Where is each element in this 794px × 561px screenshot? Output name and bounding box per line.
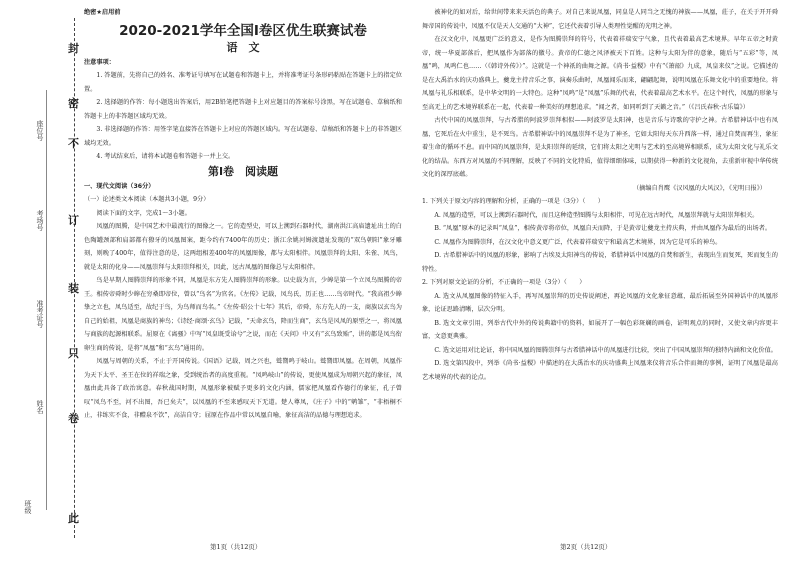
notice-heading: 注意事项：: [84, 58, 115, 66]
passage-source: （摘编自肖鹰《汉风凰的大风汉》，《光明日报》）: [632, 184, 766, 192]
passage-paragraph: 在汉文化中，凤凰更广泛的意义，是作为图腾崇拜的符号，代表着祥瑞安宁气象，且代表着最高艺术境界。早年五帝之时黄帝，统一华夏部落后，把凤凰作为部落的徽号。黄帝的仁德之风泽被天下百姓。这种与太阳为伴的意象，随后与“五彩”等，凤凰“鸣，凤鸣仁也……（《韩诗外传》）”。这就是一个神祇的曲舞之源。《尚书·益稷》中有“《箫韶》九成，凤皇来仪”之说。它描述的是在大禹治水的庆功盛典上，夔龙主持音乐之事，演奏乐曲时，凤凰闻乐而来，翩翩起舞，说明凤凰在乐舞文化中的重要地位。将凤凰与礼乐相联系，是中华文明的一大特色。这种“凤鸣”是“凤凰”乐舞的代表，代表着最高艺术水平。在这个时代，凤凰的形象与至高无上的艺术境界联系在一起，代表着一种美好的理想追求。“闻之者，如同听到了天籁之音。”（《吕氏春秋·古乐篇》）: [422, 36, 778, 111]
seal-char: 装: [68, 282, 79, 295]
seal-char: 封: [68, 42, 79, 55]
seal-char: 只: [68, 347, 79, 360]
option-a: A. 选文从凤凰图像的特征入手，再写凤凰崇拜的历史传说阐述，再论凤凰的文化象征意蕴，最后拓展至外国神话中的凤凰形象，论证思路清晰，层次分明。: [422, 292, 778, 313]
name-label: 姓名: [36, 400, 44, 414]
part-title: 第Ⅰ卷 阅读题: [207, 164, 279, 178]
room-label: 考场号: [36, 210, 44, 231]
page-number-left: 第1页（共12页）: [210, 543, 262, 551]
subject-title: 语 文: [226, 40, 260, 54]
option-b: B. 选文文章引用，列举古代中外的传说典籍中的资料，如展开了一幅色彩斑斓的画卷，证明观点的同时，又使文章内容更丰富，文意更典雅。: [422, 319, 778, 340]
notice-item: 3. 非选择题的作答：用签字笔直接答在答题卡上对应的答题区域内。写在试题卷、草稿纸和答题卡上的非答题区域均无效。: [84, 126, 402, 147]
passage-paragraph: 被神化的如对后，给世间带来来天活色的典子。对自己来说凤凰，同皇是人同当之无愧的神族——凤凰，莊子，在关于开开舜舞帝国的传说中，凤凰不仅是天人交通的“大神”，它还代表着引导人类理性觉醒的光明之神。: [422, 9, 778, 30]
seal-char: 订: [68, 214, 79, 227]
exam-title: 2020-2021学年全国Ⅰ卷区优生联赛试卷: [119, 22, 367, 39]
seal-char: 卷: [68, 412, 79, 425]
option-d: D. 选文第四段中，列举《尚书·益稷》中描述的在大禹治水的庆功盛典上凤凰来仪将音乐合伴而舞的事例，证明了凤凰是最高艺术境界的代表的论点。: [422, 360, 778, 381]
question-stem: 2. 下列对原文论证的分析，不正确的一项是（3分）（ ）: [422, 279, 586, 286]
option-c: C. 选文运用对比论证，将中国凤凰的图腾崇拜与古希腊神话中的凤凰进行比较，突出了中国凤凰崇拜的独特内涵和文化价值。: [434, 346, 777, 354]
seal-char: 密: [68, 97, 79, 110]
seal-char: 此: [68, 512, 79, 525]
notice-item: 2. 选择题的作答：每小题选出答案后，用2B铅笔把答题卡上对应题目的答案标号涂黑，写在试题卷、草稿纸和答题卡上的非答题区域均无效。: [84, 99, 402, 120]
confidential-mark: 绝密★启用前: [84, 9, 121, 16]
passage-paragraph: 凤凰与周朝的关系，不止于开国传说。《国语》记载，周之兴也，鹫鷟鸣于岐山。鹫鷟即凤凰。在周朝，凤凰作为天下太平、圣王在位的祥瑞之象，受到统治者的高度重视。“凤鸣岐山”的传说，更使凤凰成为周朝兴起的象征，凤凰由此具备了政治寓意。春秋战国时期，凤凰形象被赋予更多的文化内涵，儒家把凤凰看作德行的象征，孔子曾叹“凤鸟不至，河不出图，吾已矣夫”，以凤凰的不至来感叹天下无道。楚人尊凤，《庄子》中的“鹓雏”，“非梧桐不止，非练实不食，非醴泉不饮”，高洁自守；屈原在作品中常以凤凰自喻，象征高洁的品德与理想追求。: [84, 358, 402, 419]
option-a: A. 凤凰的造型，可以上溯到石器时代，而且这种造型图腾与太阳相伴，可见在远古时代，凤凰崇拜就与太阳崇拜相关。: [434, 211, 759, 219]
option-c: C. 凤凰作为图腾崇拜，在汉文化中意义更广泛，代表着祥瑞安宁和最高艺术境界，因为它是可乐的神鸟。: [434, 238, 722, 246]
exam-id-label: 准考证号: [36, 300, 44, 328]
right-column: [422, 6, 778, 384]
passage-paragraph: 鸟是早期人图腾崇拜的形象不同，凤凰是东方先人图腾崇拜的形象。以史载为言，少皞是第一个立凤鸟图腾的帝王。相传帝舜时少皞在穷桑即帝位，曾以“鸟名”为官名。《左传》记载，凤鸟氏，历正也……鸟帝时代。“我高祖少皞挚之立也，凤鸟适至，故纪于鸟，为鸟师而鸟名。”《左传·昭公十七年》其后，帝舜，东方先人的一支，商族以玄鸟为自己的始祖，凤凰是商族的神鸟；《诗经·商颂·玄鸟》记载，“天命玄鸟，降而生商”，玄鸟是风凤的原型之一，将凤凰与商族的起源相联系。屈原在《离骚》中写“凤皇既受诒兮”之说，而在《天问》中又有“玄鸟致贻”，讲的都是凤鸟衔卵生商的传说，是将“凤凰”和“玄鸟”通用的。: [84, 277, 402, 352]
seal-char: 不: [68, 137, 79, 150]
passage-paragraph: 古代中国的凤凰崇拜，与古希腊的阿波罗崇拜相似——阿波罗是太阳神，也是音乐与诗歌的守护之神。古希腊神话中也有凤凰，它死后在火中重生，是不死鸟。古希腊神话中的凤凰崇拜不是为了神圣，它如太阳每天东升西落一样，通过自焚而再生，象征着生命的循环不息。而中国的凤凰崇拜，是太阳崇拜的延续，它们将太阳之光明与艺术的至高境界相联系，成为太阳文化与礼乐文化的结晶。东西方对凤凰的不同理解，反映了不同的文化特质，值得细细体味，以期获得一种新的文化视角，去重新审视中华传统文化的深厚底蕴。: [422, 117, 778, 178]
class-label: 班级: [24, 500, 32, 514]
option-d: D. 古希腊神话中的凤凰的形象，影响了古埃及太阳神鸟的传说，希腊神话中凤凰的自焚和新生，表现出生而复死，死而复生的特性。: [422, 252, 778, 273]
fill-line: [46, 90, 47, 510]
passage-paragraph: 凤凰的图腾，是中国艺术中最流行的图像之一。它的造型史，可以上溯到石器时代，湖南洪江高庙遗址出土的白色陶罐颈部和肩部都有獠牙的凤凰图案，距今约有7400年的历史；浙江余姚河姆渡遗址发现的“双鸟朝阳”象牙雕刻，则晚了400年，值得注意的是，这两组相差400年的凤凰图像，都与太阳相伴。凤凰崇拜的太阳、朱雀、凤鸟，就是太阳的化身——凤凰崇拜与太阳崇拜相关，因此，远古凤凰的图像总与太阳相伴。: [84, 223, 402, 271]
binding-margin: [0, 0, 92, 561]
option-b: B. “凤凰”原本的记录叫“凤皇”，相传黄帝将帝位，凤凰自天而降，于是黄帝让夔龙主持庆典，并由凤凰作为最后的出场者。: [434, 225, 772, 232]
subsection-heading: （一）论述类文本阅读（本题共3小题，9分）: [84, 196, 210, 203]
seat-label: 座位号: [36, 120, 44, 141]
question-stem: 1. 下列关于原文内容的理解和分析，正确的一项是（3分）（ ）: [422, 198, 604, 205]
page-number-right: 第2页（共12页）: [560, 543, 612, 551]
section-heading: 一、现代文阅读（36分）: [84, 182, 155, 190]
instruction: 阅读下面的文字，完成1～3小题。: [96, 209, 191, 217]
notice-item: 4. 考试结束后，请将本试题卷和答题卡一并上交。: [96, 153, 235, 160]
left-column: [84, 6, 402, 423]
notice-item: 1. 答题前，先将自己的姓名、准考证号填写在试题卷和答题卡上，并将准考证号条形码粘贴在答题卡上的指定位置。: [84, 72, 402, 93]
